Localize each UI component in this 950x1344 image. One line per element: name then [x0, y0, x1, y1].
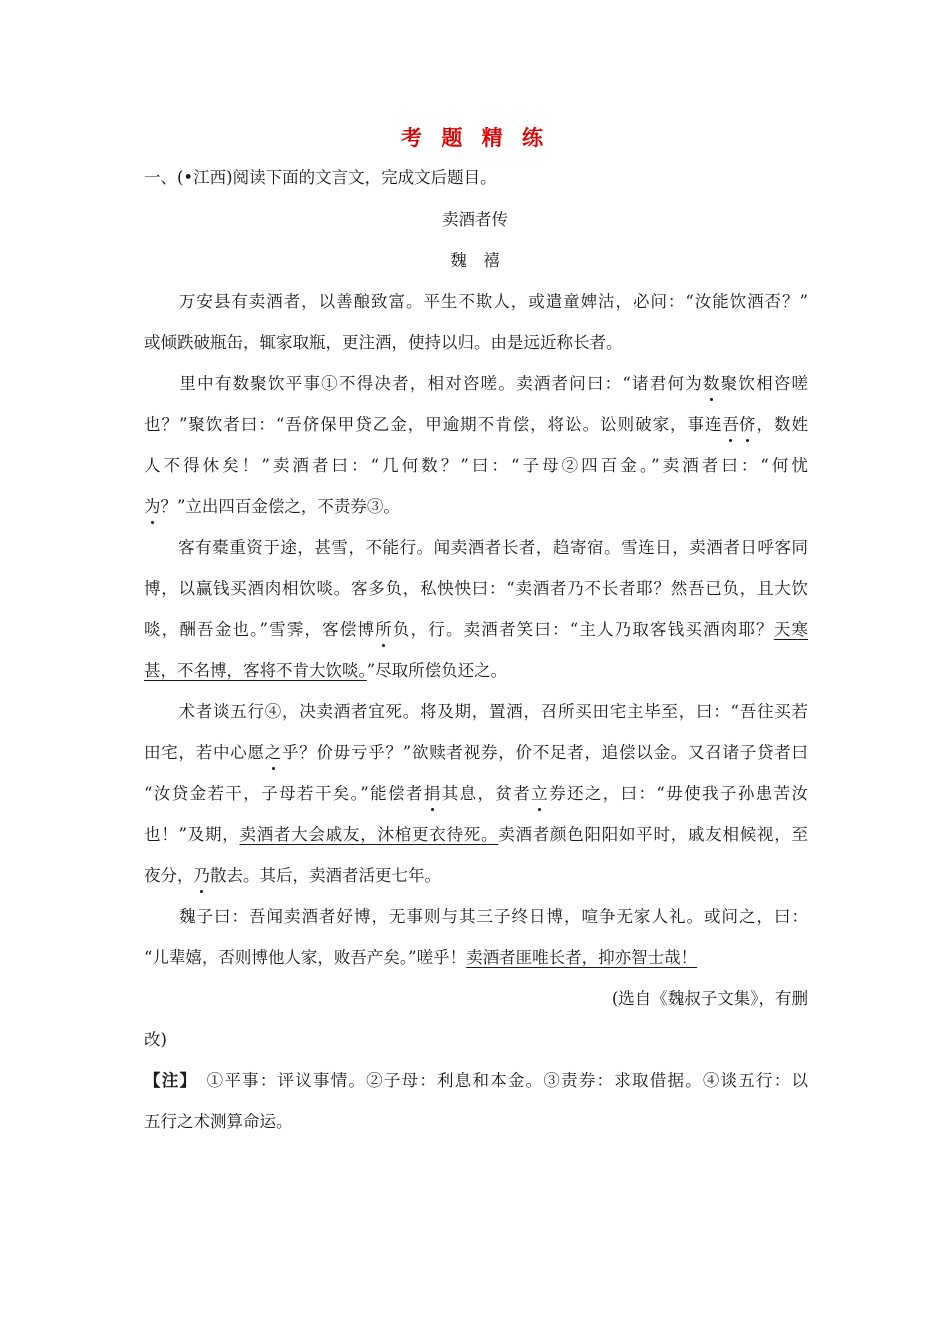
text-line: “汝贷金若干，子母若干矣。”能偿者捐其息，贫者立券还之，曰：“毋使我子孙患苦汝: [144, 782, 808, 806]
text-line: 也？”聚饮者曰：“吾侪保甲贷乙金，甲逾期不肯偿，将讼。讼则破家，事连吾侪，数姓: [144, 413, 808, 437]
underlined-sentence: 卖酒者匪唯长者，抑亦智士哉！: [466, 948, 698, 967]
essay-title: 卖酒者传: [442, 210, 508, 229]
text-line: 为？”立出四百金偿之，不责券③。: [144, 495, 808, 519]
notes-label: 【注】: [144, 1071, 189, 1090]
notes-line: 五行之术测算命运。: [144, 1112, 293, 1131]
emphasis-char: 为: [144, 495, 161, 519]
underlined-sentence: 天寒: [773, 620, 809, 639]
underlined-sentence: 卖酒者大会戚友，沐棺更衣待死。: [239, 825, 499, 844]
essay-author: 魏 禧: [450, 251, 500, 270]
text-line: 万安县有卖酒者，以善酿致富。平生不欺人，或遣童婢沽，必问：“汝能饮酒否？”: [144, 292, 808, 311]
emphasis-char: 之: [265, 741, 282, 765]
page-title: 考 题 精 练: [401, 125, 549, 150]
underlined-sentence: 甚，不名博，客将不肯大饮啖。: [144, 661, 367, 680]
emphasis-char: 数: [703, 372, 720, 396]
emphasis-char: 吾: [723, 413, 740, 437]
source-citation-end: 改): [144, 1030, 167, 1049]
emphasis-char: 乃: [194, 864, 211, 888]
text-line: 啖，酬吾金也。”雪霁，客偿博所负，行。卖酒者笑曰：“主人乃取客钱买酒肉耶？天寒: [144, 618, 808, 642]
emphasis-char: 捐: [424, 782, 441, 806]
text-line: 术者谈五行④，决卖酒者宜死。将及期，置酒，召所买田宅主毕至，曰：“吾往买若: [144, 702, 808, 721]
emphasis-char: 立: [531, 782, 548, 806]
text-line: 或倾跌破瓶缶，辄家取瓶，更注酒，使持以归。由是远近称长者。: [144, 333, 623, 352]
text-line: “儿辈嬉，否则博他人家，败吾产矣。”嗟乎！卖酒者匪唯长者，抑亦智士哉！: [144, 948, 698, 967]
question-intro: 一、(•江西)阅读下面的文言文，完成文后题目。: [144, 168, 497, 187]
text-line: 夜分，乃散去。其后，卖酒者活更七年。: [144, 864, 808, 888]
notes-line: 【注】 ①平事：评议事情。②子母：利息和本金。③责券：求取借据。④谈五行：以: [144, 1071, 809, 1090]
emphasis-char: 所: [375, 618, 392, 642]
text-line: 魏子曰：吾闻卖酒者好博，无事则与其三子终日博，喧争无家人礼。或问之，曰：: [144, 907, 808, 926]
text-line: 甚，不名博，客将不肯大饮啖。”尽取所偿负还之。: [144, 661, 508, 680]
text-line: 田宅，若中心愿之乎？价毋亏乎？”欲赎者视券，价不足者，追偿以金。又召诸子贷者曰: [144, 741, 808, 765]
text-line: 博，以赢钱买酒肉相饮啖。客多负，私怏怏曰：“卖酒者乃不长者耶？然吾已负，且大饮: [144, 579, 808, 598]
source-citation: (选自《魏叔子文集》，有删: [611, 989, 808, 1008]
text-line: 里中有数聚饮平事①不得决者，相对咨嗟。卖酒者问曰：“诸君何为数聚饮相咨嗟: [144, 372, 808, 396]
text-line: 也！”及期，卖酒者大会戚友，沐棺更衣待死。卖酒者颜色阳阳如平时，戚友相候视，至: [144, 825, 809, 844]
emphasis-char: 侪: [739, 413, 756, 437]
text-line: 人不得休矣！”卖酒者曰：“几何数？”曰：“子母②四百金。”卖酒者曰：“何忧: [144, 456, 808, 475]
text-line: 客有橐重资于途，甚雪，不能行。闻卖酒者长者，趋寄宿。雪连日，卖酒者日呼客同: [144, 538, 808, 557]
